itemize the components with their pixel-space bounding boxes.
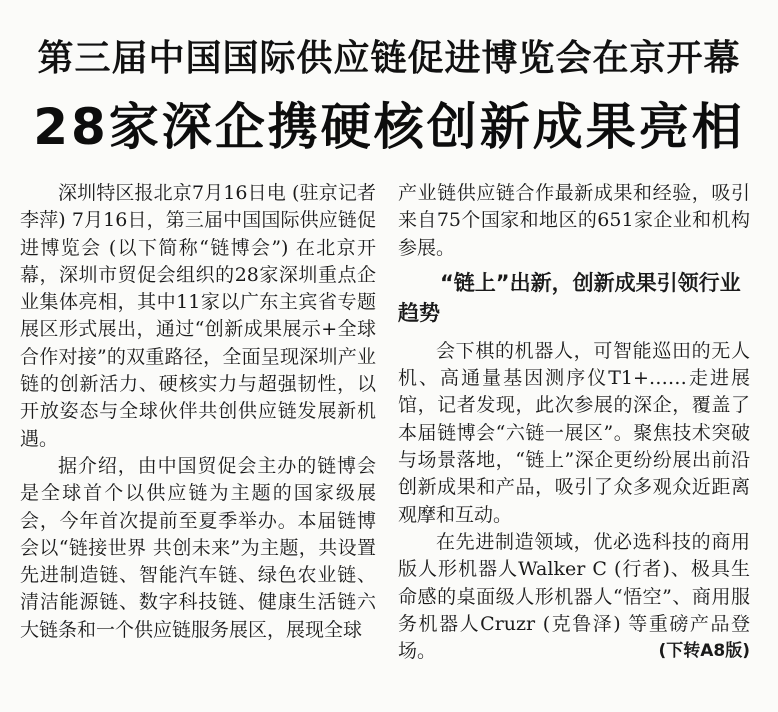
article-column-left [20,180,376,690]
article-paragraph-2-continued: 产业链供应链合作最新成果和经验，吸引来自75个国家和地区的651家企业和机构参展。 [398,182,750,259]
article-column-right [398,180,750,690]
article-paragraph-3: 会下棋的机器人，可智能巡田的无人机、高通量基因测序仪T1+……走进展馆，记者发现，此次参展的深企，覆盖了本届链博会“六链一展区”。聚焦技术突破与场景落地，“链上”深企更纷纷展出前沿创新成果和产品，吸引了众多观众近距离观摩和互动。 [398,339,750,526]
headline-main: 28家深企携硬核创新成果亮相 [33,98,745,156]
section-subheading: “链上”出新，创新成果引领行业趋势 [398,270,741,325]
article-paragraph-4 [398,529,750,665]
article-paragraph-1: 深圳特区报北京7月16日电 (驻京记者 李萍) 7月16日，第三届中国国际供应链促进博览会 (以下简称“链博会”) 在北京开幕，深圳市贸促会组织的28家深圳重点企业集体亮相，其中11家以广东主宾省专题展区形式展出，通过“创新成果展示+全球合作对接”的双重路径，全面呈现深圳产业链的创新活力、硬核实力与超强韧性，以开放姿态与全球伙伴共创供应链发展新机遇。 [20,182,376,450]
continued-on-page-note: (下转A8版) [658,641,750,662]
headline-kicker: 第三届中国国际供应链促进博览会在京开幕 [37,38,741,79]
article-paragraph-4-text: 在先进制造领域，优必选科技的商用版人形机器人Walker C (行者)、极具生命感的桌面级人形机器人“悟空”、商用服务机器人Cruzr (克鲁泽) 等重磅产品登场。 [398,530,750,663]
article-paragraph-2: 据介绍，由中国贸促会主办的链博会是全球首个以供应链为主题的国家级展会，今年首次提前至夏季举办。本届链博会以“链接世界 共创未来”为主题，共设置先进制造链、智能汽车链、绿色农业链、清洁能源链、数字科技链、健康生活链六大链条和一个供应链服务展区，展现全球 [20,454,376,641]
